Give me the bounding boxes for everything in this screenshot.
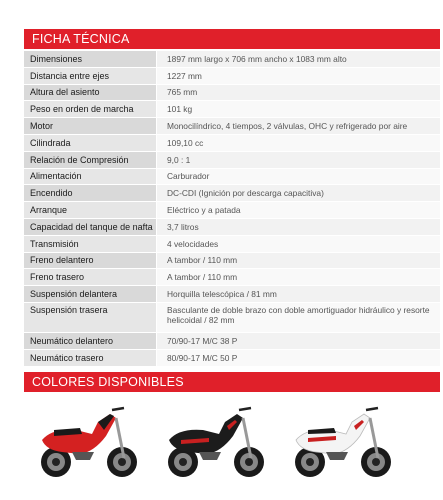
spec-value: Basculante de doble brazo con doble amortiguador hidráulico y resorte helicoidal / 82 mm — [157, 303, 440, 332]
spec-row — [24, 152, 440, 169]
spec-value: Carburador — [157, 169, 440, 185]
spec-label: Cilindrada — [24, 135, 157, 151]
spec-label: Capacidad del tanque de nafta — [24, 219, 157, 235]
spec-row — [24, 236, 440, 253]
spec-label: Alimentación — [24, 169, 157, 185]
spec-row — [24, 303, 440, 333]
spec-value: 1897 mm largo x 706 mm ancho x 1083 mm alto — [157, 51, 440, 67]
spec-value: 9,0 : 1 — [157, 152, 440, 168]
spec-row — [24, 269, 440, 286]
spec-label: Dimensiones — [24, 51, 157, 67]
spec-table — [24, 51, 440, 367]
motorcycle-black-image — [159, 400, 269, 485]
spec-row — [24, 286, 440, 303]
spec-value: 765 mm — [157, 85, 440, 101]
spec-value: 80/90-17 M/C 50 P — [157, 350, 440, 366]
spec-label: Transmisión — [24, 236, 157, 252]
color-options — [24, 400, 440, 495]
spec-value: A tambor / 110 mm — [157, 269, 440, 285]
spec-label: Motor — [24, 118, 157, 134]
spec-value: DC-CDI (Ignición por descarga capacitiva) — [157, 185, 440, 201]
colores-disponibles-header: COLORES DISPONIBLES — [24, 372, 440, 392]
motorcycle-red-image — [32, 400, 142, 485]
motorcycle-white-image — [286, 400, 396, 485]
spec-label: Suspensión trasera — [24, 303, 157, 332]
spec-row — [24, 118, 440, 135]
spec-row — [24, 350, 440, 367]
spec-label: Encendido — [24, 185, 157, 201]
spec-value: Monocilíndrico, 4 tiempos, 2 válvulas, OHC y refrigerado por aire — [157, 118, 440, 134]
spec-value: 1227 mm — [157, 68, 440, 84]
spec-label: Altura del asiento — [24, 85, 157, 101]
spec-row — [24, 101, 440, 118]
spec-label: Neumático delantero — [24, 333, 157, 349]
spec-value: 101 kg — [157, 101, 440, 117]
spec-value: 4 velocidades — [157, 236, 440, 252]
spec-row — [24, 85, 440, 102]
spec-row — [24, 333, 440, 350]
spec-label: Relación de Compresión — [24, 152, 157, 168]
ficha-tecnica-header: FICHA TÉCNICA — [24, 29, 440, 49]
spec-value: Eléctrico y a patada — [157, 202, 440, 218]
spec-row — [24, 202, 440, 219]
spec-label: Freno delantero — [24, 253, 157, 269]
spec-value: 70/90-17 M/C 38 P — [157, 333, 440, 349]
spec-label: Freno trasero — [24, 269, 157, 285]
spec-value: Horquilla telescópica / 81 mm — [157, 286, 440, 302]
spec-label: Distancia entre ejes — [24, 68, 157, 84]
spec-label: Peso en orden de marcha — [24, 101, 157, 117]
spec-row — [24, 253, 440, 270]
spec-row — [24, 135, 440, 152]
spec-label: Arranque — [24, 202, 157, 218]
spec-row — [24, 185, 440, 202]
spec-label: Suspensión delantera — [24, 286, 157, 302]
spec-value: 3,7 litros — [157, 219, 440, 235]
spec-value: A tambor / 110 mm — [157, 253, 440, 269]
spec-row — [24, 68, 440, 85]
spec-row — [24, 51, 440, 68]
spec-value: 109,10 cc — [157, 135, 440, 151]
spec-row — [24, 169, 440, 186]
spec-label: Neumático trasero — [24, 350, 157, 366]
spec-row — [24, 219, 440, 236]
